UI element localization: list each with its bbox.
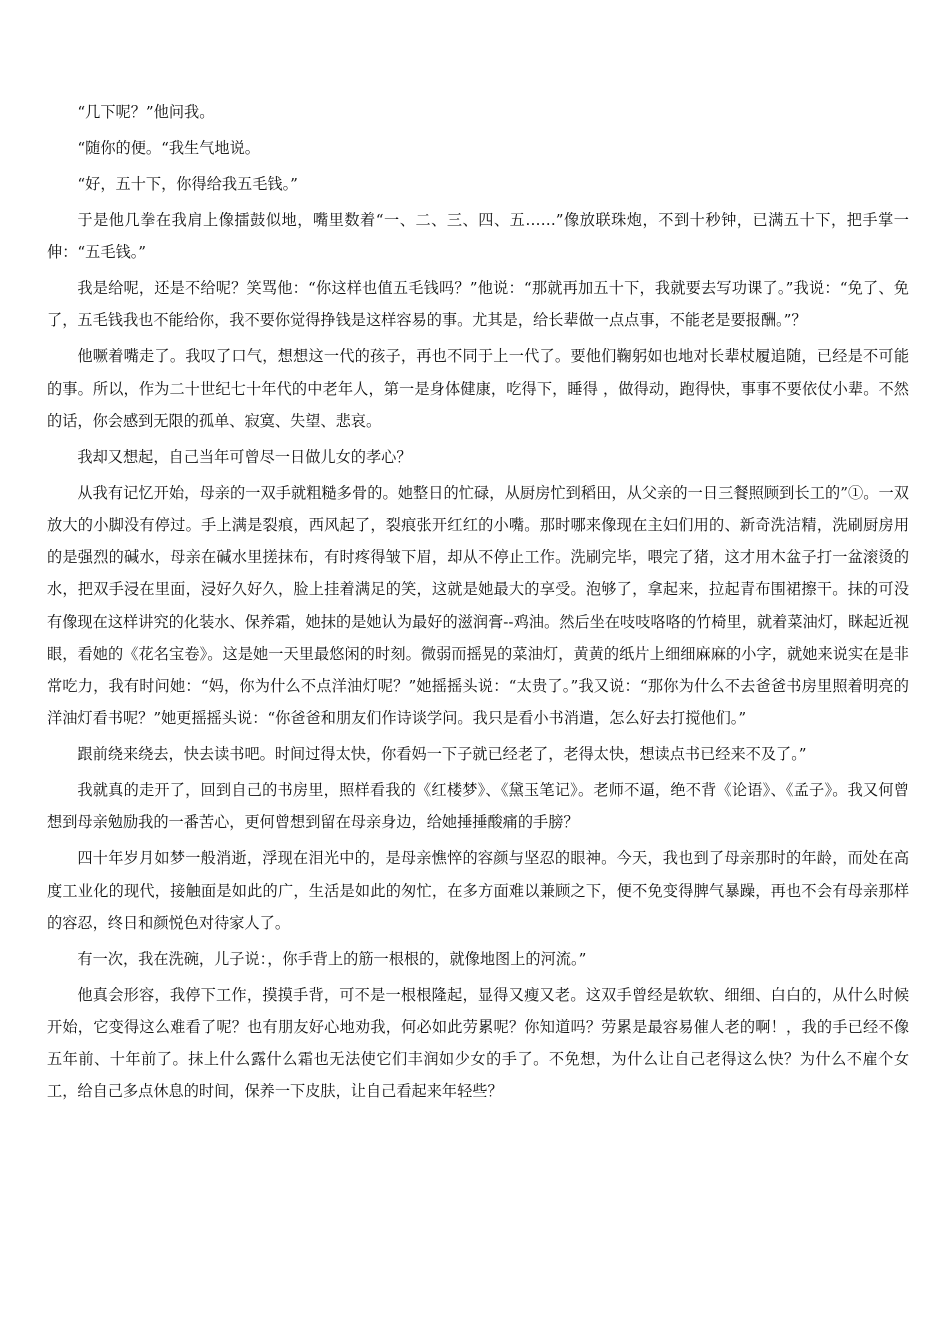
paragraph: 我是给呢，还是不给呢？笑骂他：“你这样也值五毛钱吗？”他说：“那就再加五十下，我就要去写功课了。”我说：“免了、免了，五毛钱我也不能给你，我不要你觉得挣钱是这样容易的事。尤其是，给长辈做一点点事，不能老是要报酬。”？ — [47, 279, 909, 330]
paragraph: 跟前绕来绕去，快去读书吧。时间过得太快，你看妈一下子就已经老了，老得太快，想读点书已经来不及了。” — [77, 745, 807, 764]
paragraph: 他噘着嘴走了。我叹了口气，想想这一代的孩子，再也不同于上一代了。要他们鞠躬如也地对长辈杖履追随，已经是不可能的事。所以，作为二十世纪七十年代的中老年人，第一是身体健康，吃得下，睡得 ，做得动，跑得快，事事不要依仗小辈。不然的话，你会感到无限的孤单、寂寞、失望、悲哀。 — [47, 347, 909, 430]
paragraph: 从我有记忆开始，母亲的一双手就粗糙多骨的。她整日的忙碌，从厨房忙到稻田，从父亲的一日三餐照顾到长工的”①。一双放大的小脚没有停过。手上满是裂痕，西风起了，裂痕张开红红的小嘴。那时哪来像现在主妇们用的、新奇洗洁精，洗刷厨房用的是强烈的碱水，母亲在碱水里搓抹布，有时疼得皱下眉，却从不停止工作。洗刷完毕，喂完了猪，这才用木盆子打一盆滚烫的水，把双手浸在里面，浸好久好久，脸上挂着满足的笑，这就是她最大的享受。泡够了，拿起来，拉起青布围裙擦干。抹的可没有像现在这样讲究的化装水、保养霜，她抹的是她认为最好的滋润膏--鸡油。然后坐在吱吱咯咯的竹椅里，就着菜油灯，眯起近视眼，看她的《花名宝卷》。这是她一天里最悠闲的时刻。微弱而摇晃的菜油灯，黄黄的纸片上细细麻麻的小字，就她来说实在是非常吃力，我有时问她：“妈，你为什么不点洋油灯呢？”她摇摇头说：“太贵了。”我又说：“那你为什么不去爸爸书房里照着明亮的洋油灯看书呢？”她更摇摇头说：“你爸爸和朋友们作诗谈学问。我只是看小书消遣，怎么好去打搅他们。” — [47, 483, 909, 728]
paragraph: 于是他几拳在我肩上像擂鼓似地，嘴里数着“一、二、三、四、五……”像放联珠炮，不到十秒钟，已满五十下，把手掌一伸：“五毛钱。” — [47, 211, 909, 262]
paragraph: 四十年岁月如梦一般消逝，浮现在泪光中的，是母亲憔悴的容颜与坚忍的眼神。今天，我也到了母亲那时的年龄，而处在高度工业化的现代，接触面是如此的广，生活是如此的匆忙，在多方面难以兼顾之下，便不免变得脾气暴躁，再也不会有母亲那样的容忍，终日和颜悦色对待家人了。 — [47, 849, 909, 932]
paragraph: “好，五十下，你得给我五毛钱。” — [77, 175, 298, 193]
paragraph: “几下呢？”他问我。 — [77, 103, 215, 121]
paragraph: 我却又想起，自己当年可曾尽一日做儿女的孝心？ — [77, 447, 412, 466]
paragraph: 我就真的走开了，回到自己的书房里，照样看我的《红楼梦》、《黛玉笔记》。老师不逼，绝不背《论语》、《孟子》。我又何曾想到母亲勉励我的一番苦心，更何曾想到留在母亲身边，给她捶捶酸痛的手膀？ — [47, 781, 909, 832]
paragraph: 有一次，我在洗碗，儿子说：，你手背上的筋一根根的，就像地图上的河流。” — [77, 949, 587, 968]
paragraph: 他真会形容，我停下工作，摸摸手背，可不是一根根隆起，显得又瘦又老。这双手曾经是软软、细细、白白的，从什么时候开始，它变得这么难看了呢？也有朋友好心地劝我，何必如此劳累呢？你知道吗？劳累是最容易催人老的啊！，我的手已经不像五年前、十年前了。抹上什么露什么霜也无法使它们丰润如少女的手了。不免想，为什么让自己老得这么快？为什么不雇个女工，给自己多点休息的时间，保养一下皮肤，让自己看起来年轻些？ — [47, 985, 909, 1101]
document-body — [47, 96, 909, 1111]
paragraph: “随你的便。“我生气地说。 — [77, 139, 260, 157]
